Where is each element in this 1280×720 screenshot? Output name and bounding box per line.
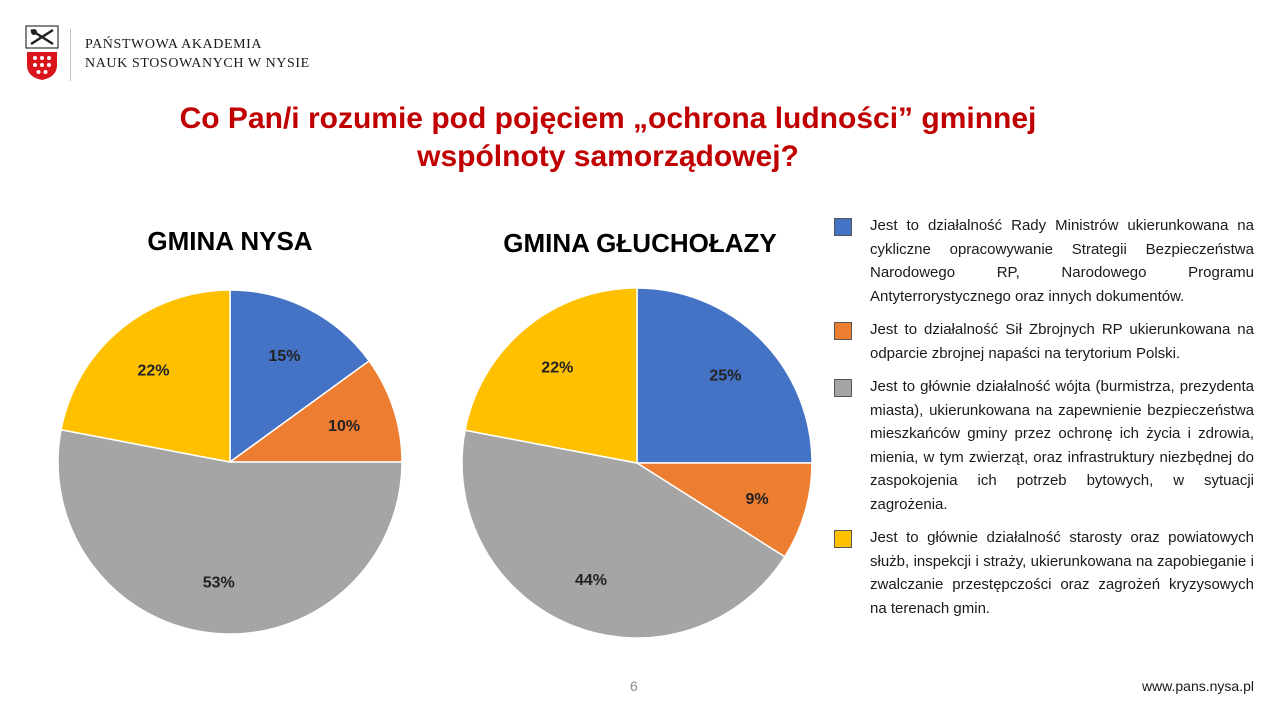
legend-item-sily-zbrojne [832,318,1254,365]
legend-item-wojt [832,375,1254,516]
data-label-nysa-0: 15% [268,348,301,366]
page-title-line-1: Co Pan/i rozumie pod pojęciem „ochrona ludności” gminnej [179,102,1037,135]
legend-swatch-gray [834,379,852,397]
legend-text: Jest to działalność Rady Ministrów ukierunkowana na cykliczne opracowywanie Strategii Bezpieczeństwa Narodowego RP, Narodowego Programu Antyterrorystycznego oraz innych dokumentów. [870,217,1254,305]
legend [832,214,1254,630]
institution-line-1: PAŃSTWOWA AKADEMIA [85,37,263,52]
data-label-nysa-1: 10% [328,417,361,435]
data-label-glucholazy-3: 22% [541,359,574,377]
page-title-line-2: wspólnoty samorządowej? [417,140,799,173]
data-label-nysa-3: 22% [137,362,170,380]
legend-swatch-gold [834,530,852,548]
chart-title-glucholazy: GMINA GŁUCHOŁAZY [503,228,777,258]
institution-line-2: NAUK STOSOWANYCH W NYSIE [85,56,310,71]
page-number: 6 [630,678,638,694]
footer-url: www.pans.nysa.pl [1141,678,1254,694]
legend-swatch-blue [834,218,852,236]
legend-item-starosta [832,526,1254,620]
data-label-glucholazy-1: 9% [745,490,769,508]
legend-item-rada-ministrow [832,214,1254,308]
legend-swatch-orange [834,322,852,340]
data-label-nysa-2: 53% [202,574,235,592]
legend-text: Jest to głównie działalność wójta (burmistrza, prezydenta miasta), ukierunkowana na zapewnienie bezpieczeństwa mieszkańców gminy przez ochronę ich życia i zdrowia, mienia, w tym zwierząt, oraz infrastruktury niezbędnej do zaspokojenia ich potrzeb bytowych, w sytuacji zagrożenia. [870,378,1254,513]
legend-text: Jest to działalność Sił Zbrojnych RP ukierunkowana na odparcie zbrojnej napaści na terytorium Polski. [870,321,1254,362]
data-label-glucholazy-0: 25% [709,367,742,385]
chart-title-nysa: GMINA NYSA [147,226,313,256]
legend-text: Jest to głównie działalność starosty oraz powiatowych służb, inspekcji i straży, ukierunkowana na zapobieganie i zwalczanie przestępczości oraz zagrożeń kryzysowych na terenach gmin. [870,529,1254,617]
data-label-glucholazy-2: 44% [574,572,608,590]
